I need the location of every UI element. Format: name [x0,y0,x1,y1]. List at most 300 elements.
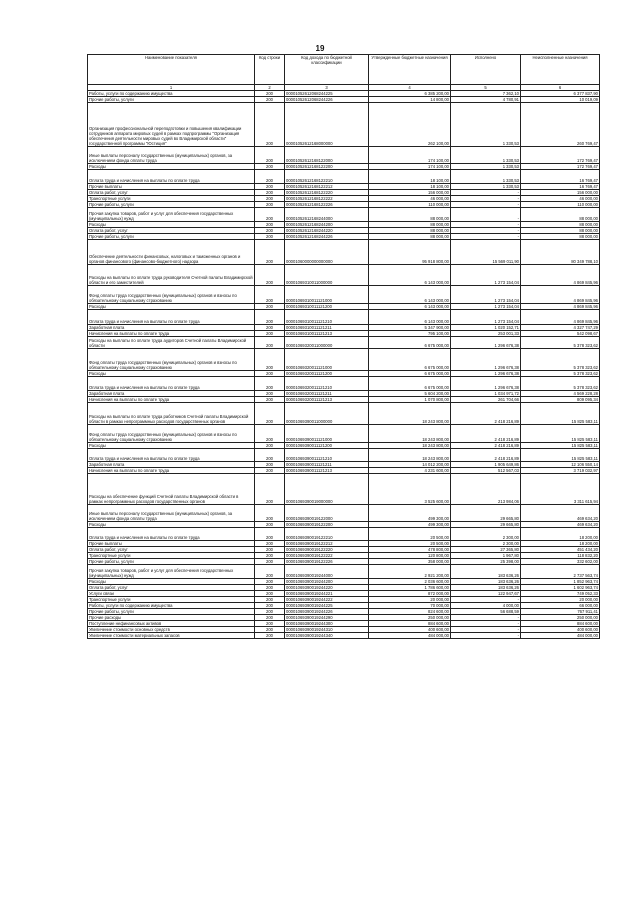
table-row [88,310,600,325]
row-line-code: 200 [255,240,285,265]
row-approved: 1 786 600,00 [369,585,451,591]
row-line-code: 200 [255,615,285,621]
row-remaining: 400 600,00 [521,627,600,633]
row-executed: 1 330,53 [451,103,521,147]
row-budget-code: 00001052612168244220 [285,228,369,234]
row-line-code: 200 [255,468,285,474]
row-name: Прочие работы, услуги [88,97,255,103]
table-row [88,528,600,541]
row-line-code: 200 [255,304,285,310]
row-remaining: 469 634,20 [521,505,600,522]
row-name: Прочие работы, услуги [88,559,255,565]
row-name: Начисления на выплаты по оплате труда [88,468,255,474]
row-line-code: 200 [255,541,285,547]
row-remaining: 156 000,00 [521,190,600,196]
row-line-code: 200 [255,208,285,222]
row-approved: 478 800,00 [369,547,451,553]
row-name: Работы, услуги по содержанию имущества [88,603,255,609]
row-approved: 110 000,00 [369,202,451,208]
row-line-code: 200 [255,228,285,234]
row-remaining: 884 600,00 [521,621,600,627]
table-row [88,103,600,147]
header-approved: Утвержденные бюджетные назначения [369,55,451,85]
row-name: Оплата работ, услуг [88,547,255,553]
row-remaining: 5 378 323,62 [521,349,600,371]
row-budget-code: 00001069390019122212 [285,541,369,547]
row-budget-code: 00001069390011121210 [285,449,369,462]
row-budget-code: 00001069310011121213 [285,331,369,337]
table-row [88,147,600,164]
row-executed: 1 296 676,38 [451,371,521,377]
row-name: Транспортные услуги [88,597,255,603]
row-line-code: 200 [255,443,285,449]
row-budget-code: 00001069320011000000 [285,337,369,349]
row-executed: 512 567,03 [451,468,521,474]
row-executed: 213 984,06 [451,474,521,505]
row-executed: 4 000,00 [451,603,521,609]
row-executed: 15 569 011,90 [451,240,521,265]
row-remaining: 46 000,00 [521,196,600,202]
row-name: Оплата работ, услуг [88,585,255,591]
row-remaining: 172 769,47 [521,164,600,170]
row-budget-code: 00001069390019244000 [285,565,369,579]
row-executed: 1 330,53 [451,170,521,184]
row-name: Расходы [88,371,255,377]
row-approved: 6 143 000,00 [369,265,451,286]
row-name: Оплата труда и начисления на выплаты по оплате труда [88,528,255,541]
table-row [88,349,600,371]
row-remaining: 118 832,20 [521,553,600,559]
table-row [88,377,600,391]
row-remaining: 4 869 845,96 [521,286,600,304]
row-budget-code: 00001069390019244220 [285,585,369,591]
row-line-code: 200 [255,579,285,585]
row-remaining: 10 019,09 [521,97,600,103]
row-line-code: 200 [255,425,285,443]
row-line-code: 200 [255,265,285,286]
row-executed: - [451,228,521,234]
row-name: Оплата работ, услуг [88,228,255,234]
row-executed: 2 418 216,89 [451,403,521,425]
row-approved: 499 300,00 [369,505,451,522]
row-approved: 250 000,00 [369,615,451,621]
row-approved: 120 800,00 [369,553,451,559]
row-remaining: 809 095,34 [521,397,600,403]
header-budget-code: Код дохода по бюджетной классификации [285,55,369,85]
row-approved: 824 600,00 [369,609,451,615]
row-executed: 56 688,59 [451,609,521,615]
row-executed: 1 296 676,38 [451,377,521,391]
column-number: 3 [285,85,369,91]
row-budget-code: 00001069390019244221 [285,591,369,597]
row-approved: 14 012 200,00 [369,462,451,468]
row-remaining: 484 000,00 [521,633,600,639]
table-row [88,240,600,265]
row-executed: 253 001,33 [451,331,521,337]
row-remaining: 767 911,41 [521,609,600,615]
row-budget-code: 00001052612168122210 [285,170,369,184]
row-name: Расходы [88,164,255,170]
row-line-code: 200 [255,547,285,553]
row-approved: 20 000,00 [369,597,451,603]
row-executed: - [451,615,521,621]
row-line-code: 200 [255,633,285,639]
row-name: Увеличение стоимости основных средств [88,627,255,633]
row-remaining: 16 769,47 [521,184,600,190]
row-remaining: 16 769,47 [521,170,600,184]
row-budget-code: 00001069390011121200 [285,443,369,449]
row-budget-code: 00001069390019122200 [285,522,369,528]
row-approved: 88 000,00 [369,208,451,222]
row-approved: 18 243 800,00 [369,403,451,425]
row-line-code: 200 [255,103,285,147]
row-approved: 6 675 000,00 [369,377,451,391]
row-budget-code: 00001069390011121213 [285,468,369,474]
row-line-code: 200 [255,331,285,337]
row-budget-code: 00001069390019000000 [285,474,369,505]
row-remaining: 451 434,20 [521,547,600,553]
row-remaining: 3 719 032,97 [521,468,600,474]
row-executed: 2 300,00 [451,528,521,541]
row-name: Расходы [88,222,255,228]
row-executed: 2 418 216,89 [451,449,521,462]
row-budget-code: 00001052612068244225 [285,91,369,97]
row-line-code: 200 [255,164,285,170]
row-approved: 795 100,00 [369,331,451,337]
page-number: 19 [315,44,325,53]
row-budget-code: 00001069390019122220 [285,547,369,553]
row-remaining: 88 000,00 [521,208,600,222]
row-line-code: 200 [255,627,285,633]
row-name: Заработная плата [88,325,255,331]
row-line-code: 200 [255,462,285,468]
row-line-code: 200 [255,565,285,579]
row-approved: 2 036 600,00 [369,579,451,585]
row-executed: 29 665,80 [451,522,521,528]
row-approved: 88 000,00 [369,222,451,228]
row-budget-code: 00001069390011121000 [285,425,369,443]
row-approved: 499 300,00 [369,522,451,528]
row-approved: 4 231 600,00 [369,468,451,474]
row-name: Расходы на выплаты по оплате труда руководителя Счетной палаты Владимирской области и его заместителей [88,265,255,286]
table-row [88,265,600,286]
row-name: Иные выплаты персоналу государственных (муниципальных) органов, за исключением фонда оплаты труда [88,505,255,522]
row-executed: 261 704,66 [451,397,521,403]
row-budget-code: 00001069320011121211 [285,391,369,397]
row-name: Оплата труда и начисления на выплаты по оплате труда [88,310,255,325]
row-executed: - [451,190,521,196]
row-name: Расходы на обеспечение функций Счетной палаты Владимирской области в рамках непрограммных расходов государственных органов [88,474,255,505]
row-executed: 1 330,53 [451,147,521,164]
row-budget-code: 00001069310011121200 [285,304,369,310]
table-row [88,286,600,304]
row-remaining: 6 377 837,90 [521,91,600,97]
row-remaining: 110 000,00 [521,202,600,208]
row-remaining: 88 000,00 [521,222,600,228]
row-budget-code: 00001069390011121211 [285,462,369,468]
row-remaining: 542 098,67 [521,331,600,337]
row-remaining: 332 602,00 [521,559,600,565]
header-indicator-name: Наименование показателя [88,55,255,85]
row-executed: 1 967,80 [451,553,521,559]
row-budget-code: 00001069390019244290 [285,615,369,621]
table-row [88,449,600,462]
row-line-code: 200 [255,371,285,377]
row-line-code: 200 [255,559,285,565]
row-approved: 18 243 800,00 [369,425,451,443]
row-name: Расходы на выплаты по оплате труда аудиторов Счетной палаты Владимирской области [88,337,255,349]
row-executed: - [451,633,521,639]
row-budget-code: 00001052612168122226 [285,202,369,208]
header-executed: Исполнено [451,55,521,85]
row-budget-code: 00001069390019244222 [285,597,369,603]
row-approved: 2 921 200,00 [369,565,451,579]
row-budget-code: 00001060000000000000 [285,240,369,265]
row-name: Работы, услуги по содержанию имущества [88,91,255,97]
row-line-code: 200 [255,147,285,164]
row-executed: 1 296 676,38 [451,337,521,349]
row-approved: 6 143 000,00 [369,286,451,304]
row-budget-code: 00001069390019122226 [285,559,369,565]
header-line-code: Код строки [255,55,285,85]
row-budget-code: 00001069390019244226 [285,609,369,615]
row-approved: 872 000,00 [369,591,451,597]
row-budget-code: 00001069390019122222 [285,553,369,559]
row-name: Оплата труда и начисления на выплаты по оплате труда [88,170,255,184]
row-executed: 1 034 971,72 [451,391,521,397]
row-approved: 6 385 200,00 [369,91,451,97]
row-name: Прочая закупка товаров, работ и услуг для обеспечения государственных (муниципальных) нужд [88,565,255,579]
header-remaining: Неисполненные назначения [521,55,600,85]
row-remaining: 12 106 550,14 [521,462,600,468]
row-approved: 5 347 900,00 [369,325,451,331]
table-row [88,170,600,184]
row-name: Прочие выплаты [88,184,255,190]
column-number: 5 [451,85,521,91]
row-budget-code: 00001052612168122000 [285,147,369,164]
row-name: Организация профессиональной переподготовки и повышения квалификации сотрудников аппарата мировых судей в рамках подпрограммы "Организация обеспечения деятельности мировых судей во Владимирской области" государственной программы "Юстиция" [88,103,255,147]
row-name: Расходы [88,443,255,449]
row-name: Оплата работ, услуг [88,190,255,196]
row-executed: 1 273 154,04 [451,304,521,310]
row-line-code: 200 [255,286,285,304]
row-approved: 174 100,00 [369,147,451,164]
row-approved: 3 525 600,00 [369,474,451,505]
row-name: Транспортные услуги [88,196,255,202]
row-name: Прочие работы, услуги [88,202,255,208]
row-remaining: 4 869 845,96 [521,265,600,286]
row-name: Расходы [88,579,255,585]
row-name: Заработная плата [88,391,255,397]
row-line-code: 200 [255,553,285,559]
row-approved: 156 000,00 [369,190,451,196]
row-budget-code: 00001069320011121213 [285,397,369,403]
row-approved: 358 000,00 [369,559,451,565]
table-row [88,208,600,222]
row-name: Фонд оплаты труда государственных (муниципальных) органов и взносы по обязательному социальному страхованию [88,349,255,371]
row-name: Прочие выплаты [88,541,255,547]
row-budget-code: 00001069310011121000 [285,286,369,304]
row-remaining: 1 852 963,74 [521,579,600,585]
column-number: 1 [88,85,255,91]
row-remaining: 88 000,00 [521,228,600,234]
row-remaining: 15 825 583,11 [521,443,600,449]
row-approved: 6 675 000,00 [369,371,451,377]
row-approved: 174 100,00 [369,164,451,170]
row-budget-code: 00001069320011121210 [285,377,369,391]
row-name: Транспортные услуги [88,553,255,559]
row-remaining: 15 825 583,11 [521,403,600,425]
row-remaining: 4 327 747,29 [521,325,600,331]
table-row [88,505,600,522]
row-remaining: 18 200,00 [521,541,600,547]
row-line-code: 200 [255,591,285,597]
column-number: 6 [521,85,600,91]
row-executed: 183 636,26 [451,585,521,591]
row-name: Оплата труда и начисления на выплаты по оплате труда [88,377,255,391]
row-remaining: 66 000,00 [521,603,600,609]
row-name: Обеспечение деятельности финансовых, налоговых и таможенных органов и органов финансового (финансово-бюджетного) надзора [88,240,255,265]
row-approved: 5 604 200,00 [369,391,451,397]
row-remaining: 4 869 845,96 [521,310,600,325]
row-approved: 884 600,00 [369,621,451,627]
row-name: Расходы на выплаты по оплате труда работников Счетной палаты Владимирской области в рамках непрограммных расходов государственных органов [88,403,255,425]
row-line-code: 200 [255,325,285,331]
row-approved: 18 100,00 [369,170,451,184]
row-line-code: 200 [255,449,285,462]
row-budget-code: 00001052612168244200 [285,222,369,228]
row-budget-code: 00001052612168122200 [285,164,369,170]
table-row [88,565,600,579]
row-line-code: 200 [255,234,285,240]
row-line-code: 200 [255,397,285,403]
row-budget-code: 00001069390019122210 [285,528,369,541]
row-name: Прочие работы, услуги [88,609,255,615]
row-approved: 18 100,00 [369,184,451,190]
row-executed: 25 398,00 [451,559,521,565]
row-approved: 6 675 000,00 [369,349,451,371]
row-remaining: 80 349 788,10 [521,240,600,265]
row-executed: 1 905 649,86 [451,462,521,468]
row-executed: 1 020 152,71 [451,325,521,331]
table-header-row [88,55,600,85]
row-approved: 400 600,00 [369,627,451,633]
row-remaining: 749 052,33 [521,591,600,597]
row-budget-code: 00001069310011121210 [285,310,369,325]
row-executed: 1 273 154,04 [451,310,521,325]
row-remaining: 172 769,47 [521,147,600,164]
row-line-code: 200 [255,170,285,184]
row-executed: 2 418 216,89 [451,443,521,449]
row-approved: 18 243 800,00 [369,449,451,462]
row-line-code: 200 [255,310,285,325]
row-remaining: 469 634,20 [521,522,600,528]
row-line-code: 200 [255,222,285,228]
row-approved: 20 500,00 [369,541,451,547]
row-line-code: 200 [255,597,285,603]
row-budget-code: 00001069320011121200 [285,371,369,377]
row-budget-code: 00001069390019244225 [285,603,369,609]
row-executed: 2 418 216,89 [451,425,521,443]
row-budget-code: 00001069310011121211 [285,325,369,331]
row-executed: 183 636,26 [451,579,521,585]
row-approved: 18 243 800,00 [369,443,451,449]
row-executed: - [451,627,521,633]
row-executed: - [451,621,521,627]
row-name: Расходы [88,522,255,528]
row-executed: 1 330,53 [451,184,521,190]
row-remaining: 15 825 583,11 [521,425,600,443]
row-approved: 262 100,00 [369,103,451,147]
row-line-code: 200 [255,184,285,190]
row-name: Услуги связи [88,591,255,597]
row-remaining: 20 000,00 [521,597,600,603]
row-budget-code: 00001069390019244200 [285,579,369,585]
row-executed: - [451,222,521,228]
row-executed: 1 330,53 [451,164,521,170]
row-name: Оплата труда и начисления на выплаты по оплате труда [88,449,255,462]
row-line-code: 200 [255,97,285,103]
column-number: 4 [369,85,451,91]
row-executed: 7 362,10 [451,91,521,97]
row-remaining: 18 200,00 [521,528,600,541]
row-budget-code: 00001069320011121000 [285,349,369,371]
row-name: Поступление нефинансовых активов [88,621,255,627]
row-line-code: 200 [255,91,285,97]
row-approved: 46 000,00 [369,196,451,202]
row-name: Прочие расходы [88,615,255,621]
row-remaining: 1 602 963,74 [521,585,600,591]
row-line-code: 200 [255,621,285,627]
row-name: Увеличение стоимости материальных запасов [88,633,255,639]
table-row [88,633,600,639]
row-budget-code: 00001069390019244300 [285,621,369,627]
row-approved: 1 070 800,00 [369,397,451,403]
row-approved: 88 000,00 [369,234,451,240]
table-row [88,337,600,349]
budget-execution-table [87,54,600,639]
row-budget-code: 00001052612168122222 [285,196,369,202]
row-approved: 95 918 800,00 [369,240,451,265]
row-executed: 1 273 154,04 [451,265,521,286]
row-line-code: 200 [255,403,285,425]
row-line-code: 200 [255,528,285,541]
row-remaining: 4 569 228,28 [521,391,600,397]
row-approved: 6 675 000,00 [369,337,451,349]
row-executed: - [451,196,521,202]
row-name: Фонд оплаты труда государственных (муниципальных) органов и взносы по обязательному социальному страхованию [88,286,255,304]
table-row [88,403,600,425]
row-executed: 2 300,00 [451,541,521,547]
row-remaining: 4 869 845,96 [521,304,600,310]
row-line-code: 200 [255,474,285,505]
row-budget-code: 00001069310011000000 [285,265,369,286]
row-remaining: 5 378 323,62 [521,377,600,391]
row-remaining: 88 000,00 [521,234,600,240]
row-approved: 14 800,00 [369,97,451,103]
row-approved: 6 143 000,00 [369,310,451,325]
row-executed: 1 273 154,04 [451,286,521,304]
row-name: Начисления на выплаты по оплате труда [88,397,255,403]
row-name: Начисления на выплаты по оплате труда [88,331,255,337]
row-name: Прочие работы, услуги [88,234,255,240]
row-executed: - [451,202,521,208]
row-budget-code: 00001052612168122220 [285,190,369,196]
row-approved: 484 000,00 [369,633,451,639]
row-remaining: 5 378 323,62 [521,337,600,349]
table-row [88,474,600,505]
row-approved: 88 000,00 [369,228,451,234]
